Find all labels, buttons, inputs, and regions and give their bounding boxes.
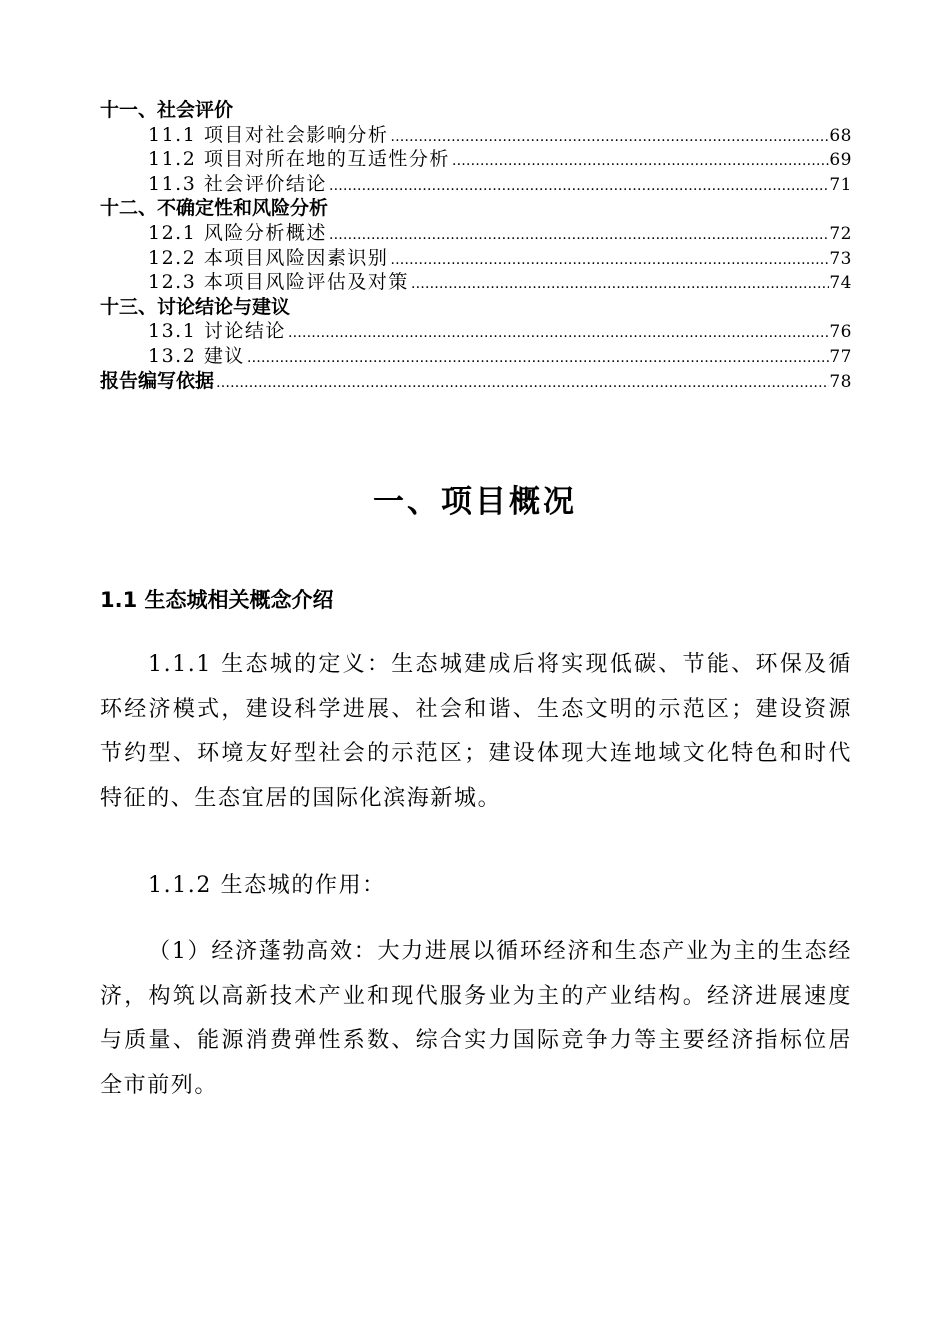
toc-entry[interactable] bbox=[100, 246, 852, 271]
toc-page-number: 73 bbox=[829, 248, 852, 269]
paragraph-text: （1）经济蓬勃高效：大力进展以循环经济和生态产业为主的生态经济，构筑以高新技术产业和现代服务业为主的产业结构。经济进展速度与质量、能源消费弹性系数、综合实力国际竞争力等主要经济指标位居全市前列。 bbox=[100, 939, 852, 1098]
toc-page-number: 68 bbox=[829, 125, 852, 146]
toc-title: 12.1 风险分析概述 bbox=[148, 221, 327, 244]
toc-title: 十二、不确定性和风险分析 bbox=[100, 197, 329, 220]
toc-page-number: 72 bbox=[829, 223, 852, 244]
toc-section[interactable] bbox=[100, 369, 852, 394]
paragraph-text: 1.1.1 生态城的定义：生态城建成后将实现低碳、节能、环保及循环经济模式，建设科学进展、社会和谐、生态文明的示范区；建设资源节约型、环境友好型社会的示范区；建设体现大连地域文化特色和时代特征的、生态宜居的国际化滨海新城。 bbox=[100, 652, 852, 811]
chapter-title: 一、项目概况 bbox=[373, 484, 577, 520]
toc-leader bbox=[327, 174, 830, 199]
toc-leader bbox=[286, 321, 830, 346]
section-title: 1.1 生态城相关概念介绍 bbox=[100, 588, 334, 612]
toc-leader bbox=[409, 272, 830, 297]
paragraph-text: 1.1.2 生态城的作用： bbox=[148, 873, 386, 898]
toc-section[interactable] bbox=[100, 295, 852, 320]
toc-leader bbox=[245, 346, 830, 371]
toc-page-number: 69 bbox=[829, 150, 852, 171]
toc-leader bbox=[388, 125, 829, 150]
toc-title: 13.2 建议 bbox=[148, 344, 245, 367]
toc-title: 12.2 本项目风险因素识别 bbox=[148, 246, 389, 269]
paragraph bbox=[100, 643, 852, 821]
toc-title: 报告编写依据 bbox=[100, 369, 215, 392]
toc-section[interactable] bbox=[100, 98, 852, 123]
toc-page-number: 77 bbox=[829, 346, 852, 367]
toc-entry[interactable] bbox=[100, 270, 852, 295]
toc-entry[interactable] bbox=[100, 344, 852, 369]
paragraph bbox=[100, 930, 852, 1108]
toc-entry[interactable] bbox=[100, 172, 852, 197]
paragraph bbox=[100, 864, 852, 909]
toc-leader bbox=[214, 371, 829, 396]
toc-entry[interactable] bbox=[100, 123, 852, 148]
toc-title: 十三、讨论结论与建议 bbox=[100, 295, 291, 318]
toc-entry[interactable] bbox=[100, 319, 852, 344]
toc-page-number: 71 bbox=[829, 174, 852, 195]
toc-title: 11.2 项目对所在地的互适性分析 bbox=[148, 148, 450, 171]
toc-title: 13.1 讨论结论 bbox=[148, 320, 286, 343]
toc-title: 11.3 社会评价结论 bbox=[148, 172, 327, 195]
toc-entry[interactable] bbox=[100, 221, 852, 246]
toc-title: 十一、社会评价 bbox=[100, 99, 234, 121]
toc-entry[interactable] bbox=[100, 147, 852, 172]
table-of-contents bbox=[100, 98, 852, 393]
toc-section[interactable] bbox=[100, 196, 852, 221]
toc-title: 11.1 项目对社会影响分析 bbox=[148, 123, 389, 146]
toc-leader bbox=[327, 223, 830, 248]
toc-title: 12.3 本项目风险评估及对策 bbox=[148, 271, 409, 294]
toc-page-number: 74 bbox=[829, 273, 852, 294]
toc-page-number: 78 bbox=[829, 371, 852, 392]
toc-page-number: 76 bbox=[829, 322, 852, 343]
toc-leader bbox=[450, 149, 830, 174]
toc-leader bbox=[388, 248, 829, 273]
